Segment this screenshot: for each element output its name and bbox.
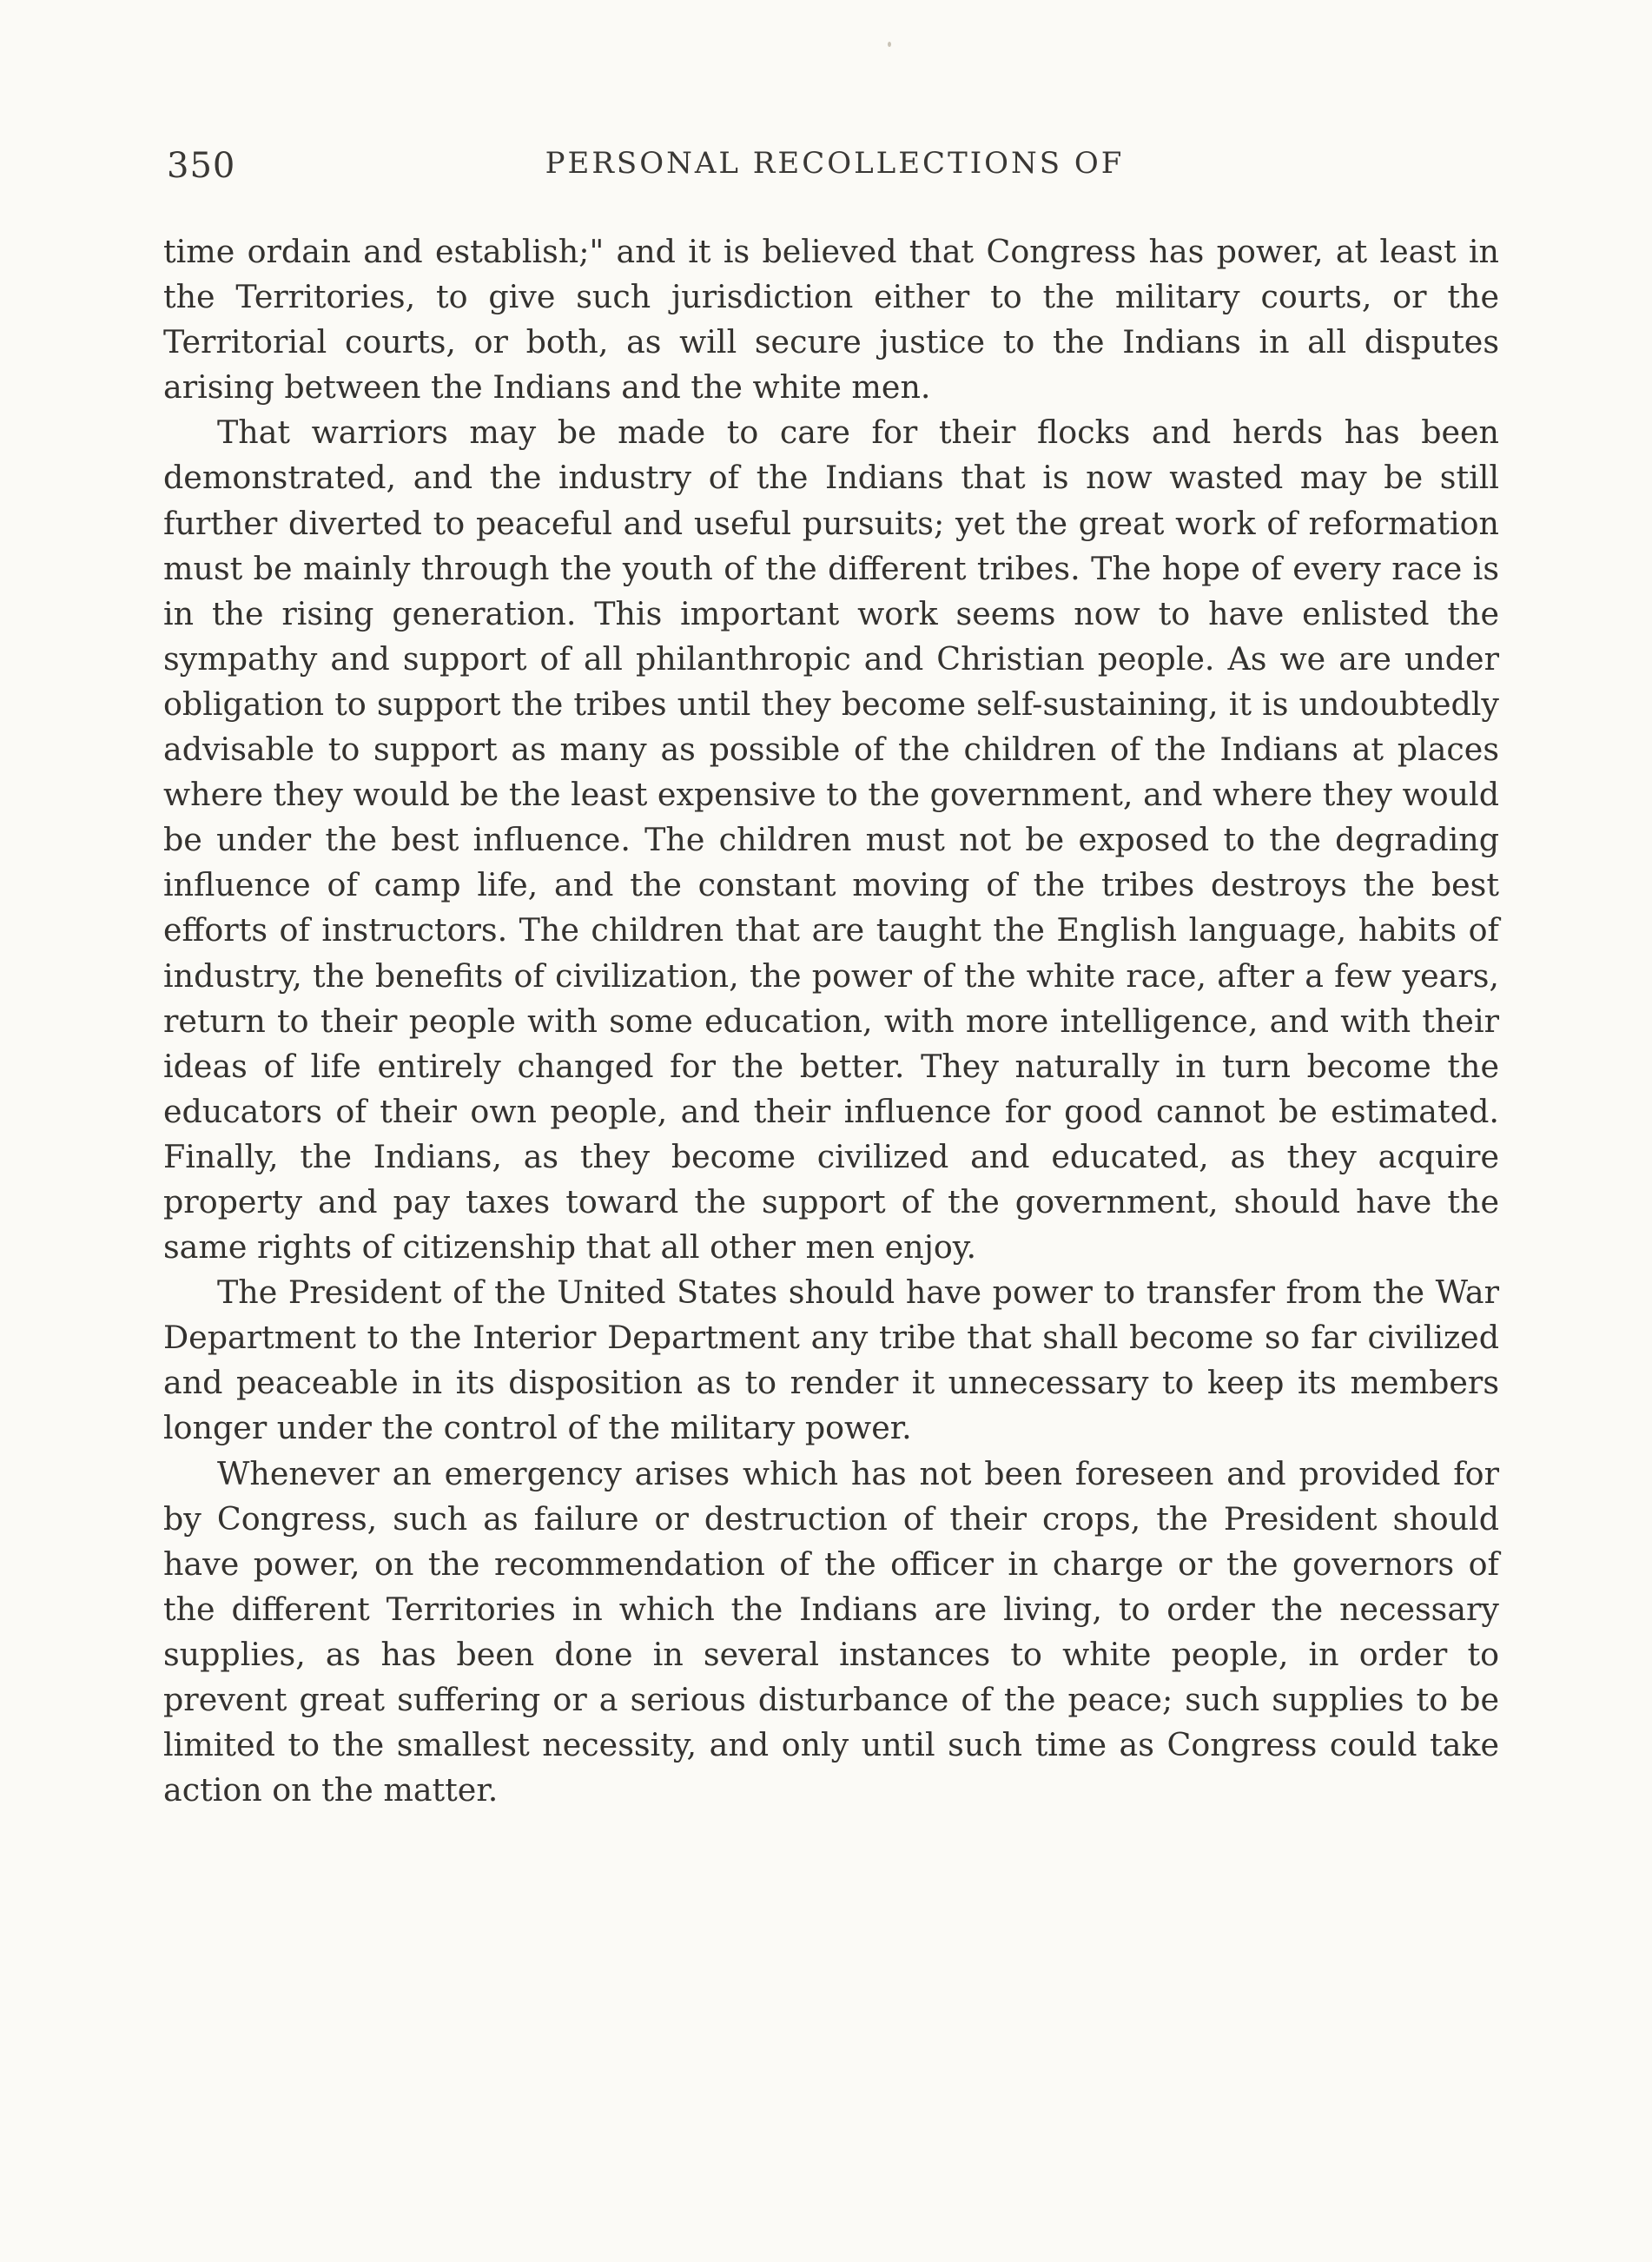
paragraph-continued: time ordain and establish;" and it is believed that Congress has power, at least in the Territories, to give such jurisdiction either to the military courts, or the Territorial courts, or both, as will secure justice to the Indians in all disputes arising between the Indians and the white men. bbox=[163, 233, 1499, 407]
page-number: 350 bbox=[167, 146, 236, 186]
paragraph-warriors: That warriors may be made to care for their flocks and herds has been demonstrated, and the industry of the Indians that is now wasted may be still further diverted to peaceful and useful pursuits; yet the great work of reformation must be mainly through the youth of the different tribes. The hope of every race is in the rising generation. This important work seems now to have enlisted the sympathy and support of all philanthropic and Christian people. As we are under obligation to support the tribes until they become self-sustaining, it is undoubtedly advisable to support as many as possible of the children of the Indians at places where they would be the least expensive to the government, and where they would be under the best influence. The children must not be exposed to the degrading influence of camp life, and the constant moving of the tribes destroys the best efforts of instructors. The children that are taught the English language, habits of industry, the benefits of civilization, the power of the white race, after a few years, return to their people with some education, with more intelligence, and with their ideas of life entirely changed for the better. They naturally in turn become the educators of their own people, and their influence for good cannot be estimated. Finally, the Indians, as they become civilized and educated, as they acquire property and pay taxes toward the support of the government, should have the same rights of citizenship that all other men enjoy. bbox=[163, 413, 1499, 1267]
running-head: PERSONAL RECOLLECTIONS OF bbox=[545, 146, 1125, 181]
body-text bbox=[163, 229, 1499, 1813]
page-header bbox=[167, 146, 1496, 198]
paragraph-emergency: Whenever an emergency arises which has not been foreseen and provided for by Congress, such as failure or destruction of their crops, the President should have power, on the recommendation of the officer in charge or the governors of the different Territories in which the Indians are living, to order the necessary supplies, as has been done in several instances to white people, in order to prevent great suffering or a serious disturbance of the peace; such supplies to be limited to the smallest necessity, and only until such time as Congress could take action on the matter. bbox=[163, 1454, 1499, 1809]
paragraph-president-transfer: The President of the United States should have power to transfer from the War Department to the Interior Department any tribe that shall become so far civilized and peaceable in its disposition as to render it unnecessary to keep its members longer under the control of the military power. bbox=[163, 1273, 1499, 1447]
paper-speck bbox=[888, 42, 891, 47]
